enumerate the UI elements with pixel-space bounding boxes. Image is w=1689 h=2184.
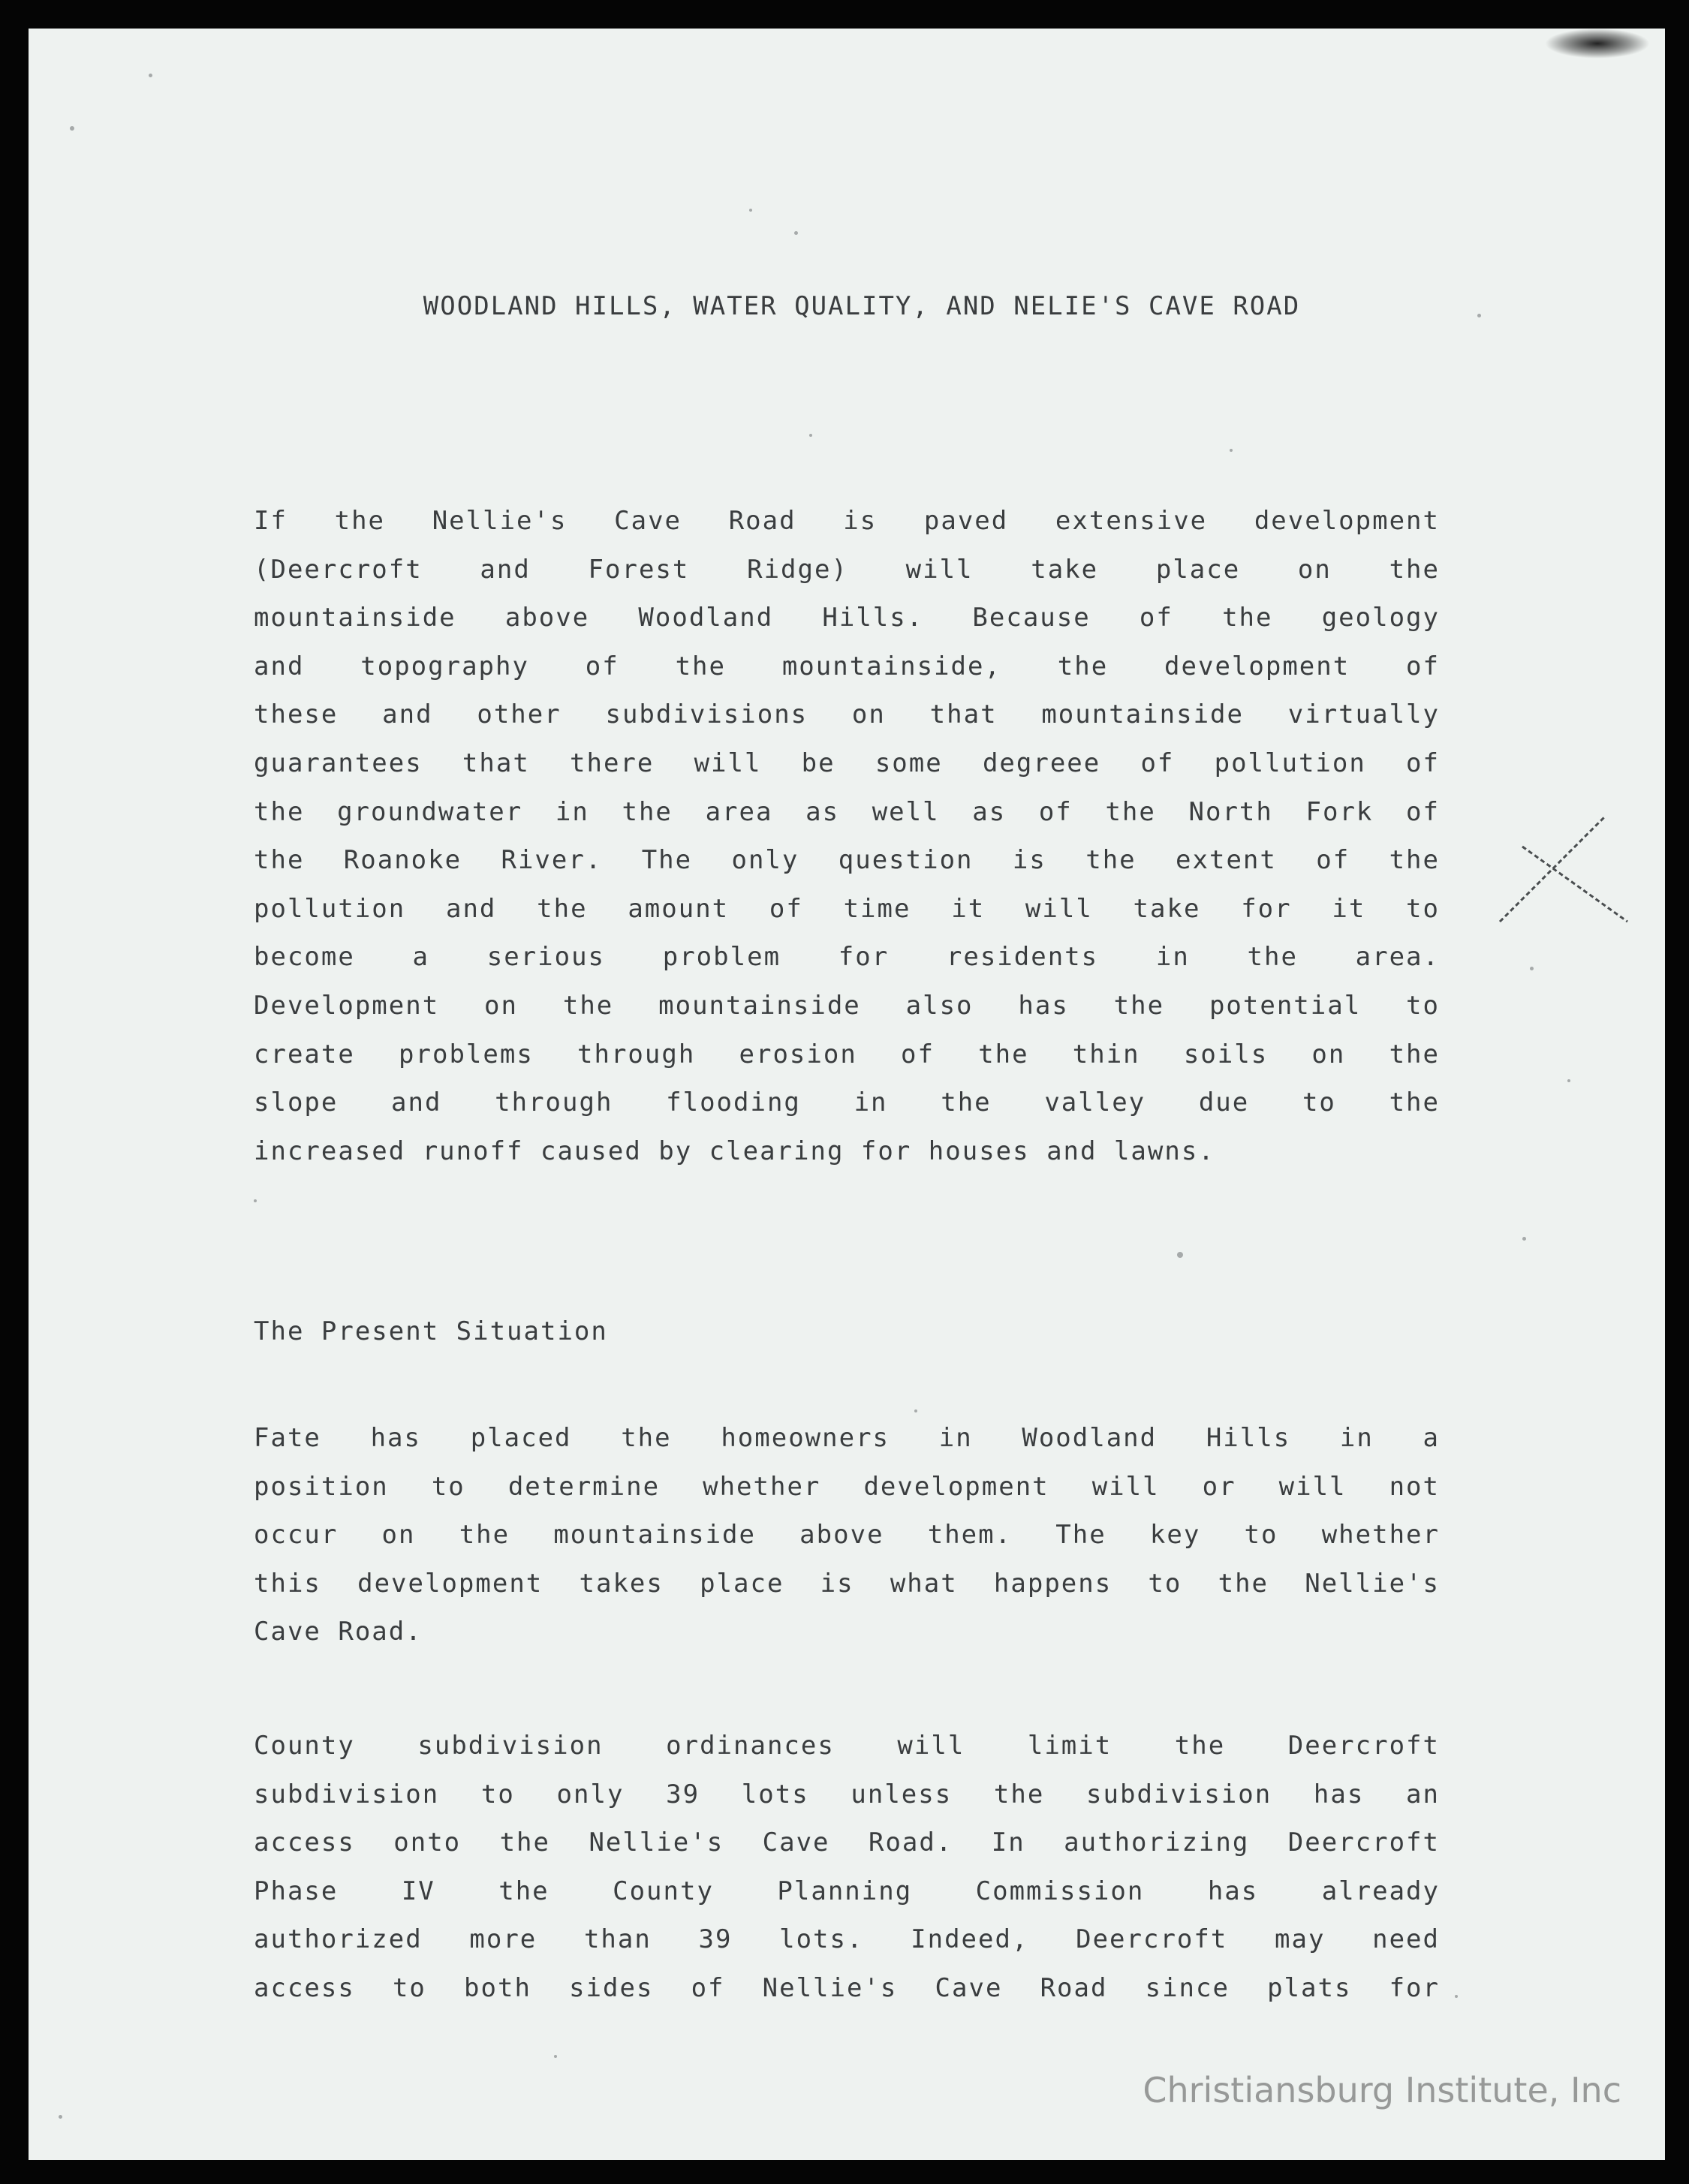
speckle [1230, 449, 1233, 452]
pencil-x-mark [1492, 809, 1635, 952]
text-line: Phase IV the County Planning Commission has already [254, 1876, 1440, 1906]
paragraph-subdivision-ordinances [254, 1722, 1440, 2013]
section-heading: The Present Situation [254, 1316, 608, 1346]
speckle [254, 1199, 257, 1202]
speckle [59, 2115, 62, 2119]
text-line: these and other subdivisions on that mountainside virtually [254, 699, 1440, 730]
text-line: increased runoff caused by clearing for houses and lawns. [254, 1136, 1215, 1166]
text-line: County subdivision ordinances will limit the Deercroft [254, 1731, 1440, 1761]
text-line: pollution and the amount of time it will take for it to [254, 893, 1440, 924]
speckle [1530, 967, 1534, 970]
speckle [1477, 314, 1481, 317]
corner-smudge [1545, 29, 1650, 59]
text-line: (Deercroft and Forest Ridge) will take place on the [254, 554, 1440, 585]
speckle [149, 74, 152, 77]
text-line: the groundwater in the area as well as of the North Fork of [254, 796, 1440, 827]
text-line: authorized more than 39 lots. Indeed, Deercroft may need [254, 1924, 1440, 1955]
speckle [914, 1409, 917, 1412]
text-line: create problems through erosion of the thin soils on the [254, 1039, 1440, 1069]
speckle [794, 231, 798, 235]
text-line: position to determine whether development will or will not [254, 1471, 1440, 1502]
speckle [809, 434, 812, 437]
text-line: this development takes place is what happens to the Nellie's [254, 1568, 1440, 1599]
document-title: WOODLAND HILLS, WATER QUALITY, AND NELIE'S CAVE ROAD [423, 291, 1301, 321]
text-line: slope and through flooding in the valley due to the [254, 1087, 1440, 1118]
speckle [70, 126, 74, 131]
text-line: Cave Road. [254, 1617, 423, 1647]
text-line: Development on the mountainside also has the potential to [254, 990, 1440, 1021]
text-line: become a serious problem for residents in the area. [254, 942, 1440, 973]
speckle [1567, 1079, 1570, 1082]
text-line: access onto the Nellie's Cave Road. In authorizing Deercroft [254, 1828, 1440, 1858]
speckle [1522, 1237, 1526, 1241]
speckle [554, 2055, 557, 2058]
speckle [1177, 1252, 1183, 1258]
text-line: occur on the mountainside above them. The key to whether [254, 1520, 1440, 1551]
watermark: Christiansburg Institute, Inc [1143, 2070, 1621, 2110]
speckle [1455, 1995, 1458, 1998]
text-line: If the Nellie's Cave Road is paved extensive development [254, 506, 1440, 536]
speckle [749, 209, 752, 212]
paragraph-introduction [254, 497, 1440, 1175]
paragraph-present-situation [254, 1414, 1440, 1656]
text-line: access to both sides of Nellie's Cave Road since plats for [254, 1972, 1440, 2003]
text-line: mountainside above Woodland Hills. Because of the geology [254, 603, 1440, 633]
text-line: guarantees that there will be some degreee of pollution of [254, 748, 1440, 778]
text-line: the Roanoke River. The only question is the extent of the [254, 845, 1440, 876]
text-line: Fate has placed the homeowners in Woodland Hills in a [254, 1423, 1440, 1453]
document-page [29, 29, 1665, 2160]
text-line: subdivision to only 39 lots unless the subdivision has an [254, 1779, 1440, 1809]
page-content [254, 29, 1470, 2160]
text-line: and topography of the mountainside, the development of [254, 651, 1440, 681]
